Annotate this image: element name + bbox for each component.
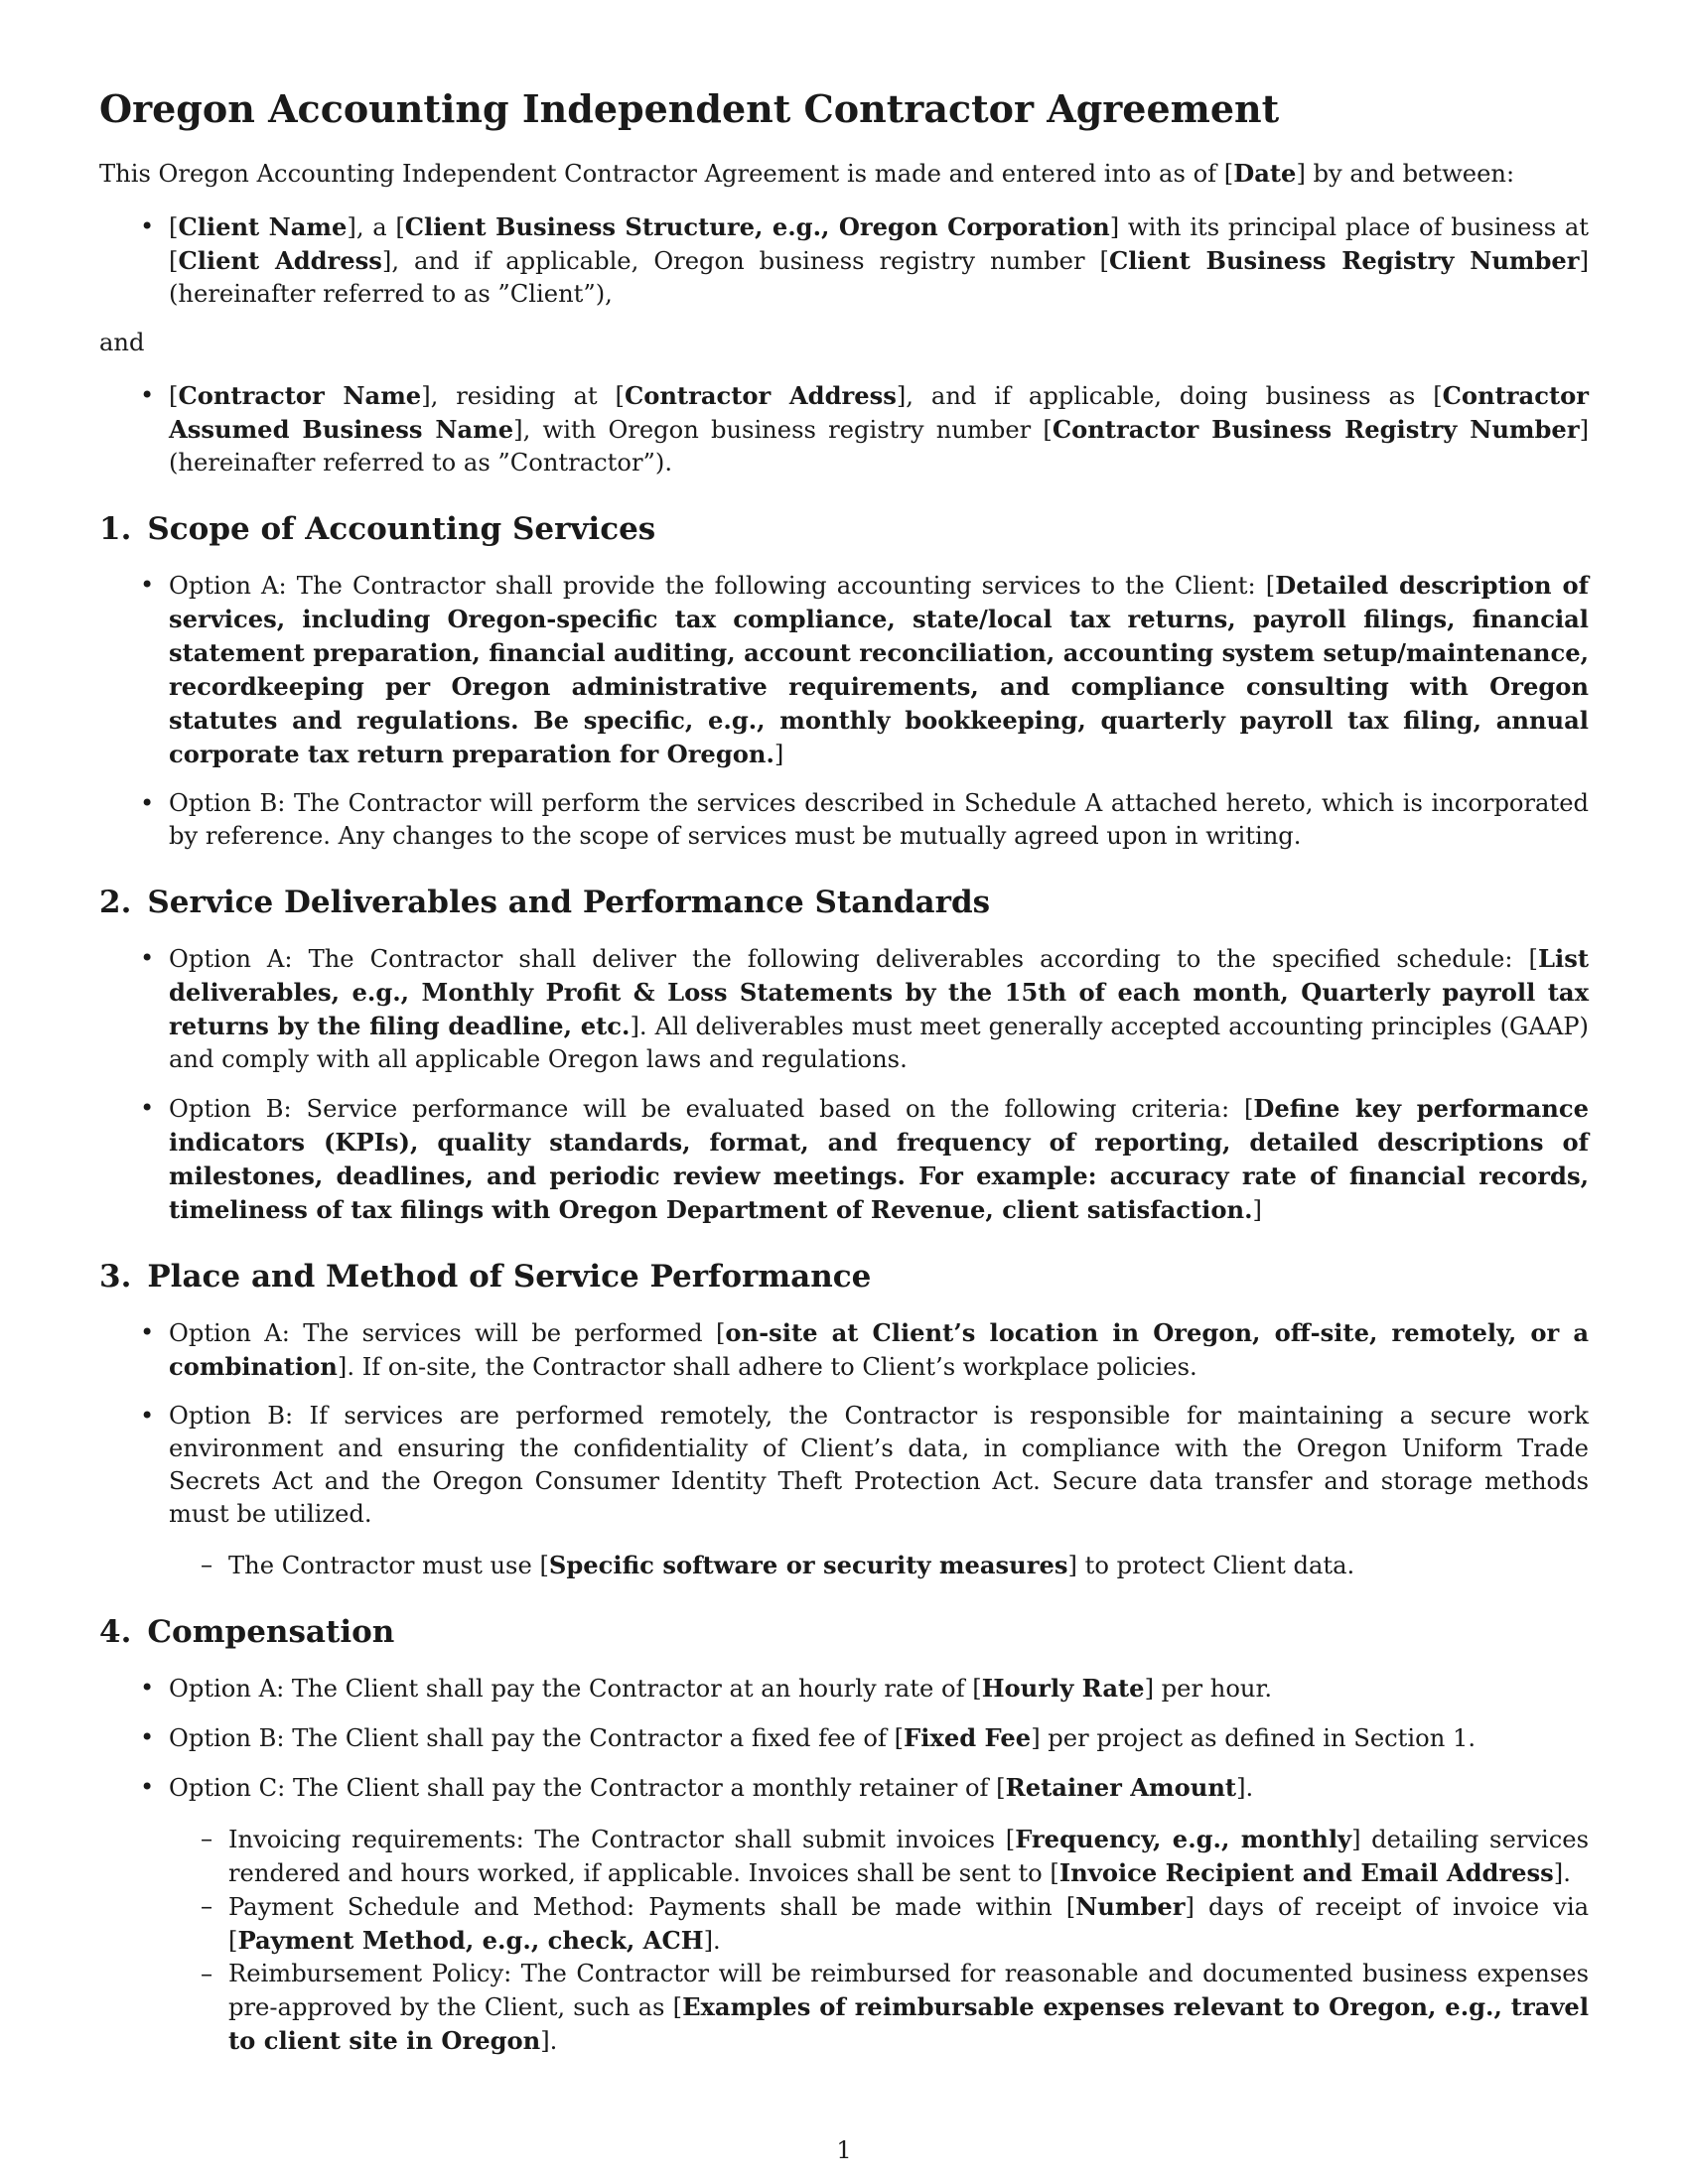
- contractor-name-placeholder: Contractor Name: [178, 381, 422, 410]
- reimbursement-policy-item: – Reimbursement Policy: The Contractor will be reimbursed for reasonable and documented business expenses pre-approved by the Client, such as [Examples of reimbursable expenses relevant to Oregon, e.g., travel to client site in Oregon].: [228, 1958, 1589, 2058]
- contractor-party-list: [99, 379, 1589, 479]
- client-structure-placeholder: Client Business Structure, e.g., Oregon Corporation: [404, 212, 1110, 241]
- client-name-placeholder: Client Name: [178, 212, 348, 241]
- page-number: 1: [836, 2136, 852, 2164]
- section-4-options: [99, 1672, 1589, 2058]
- document-page: [99, 85, 1589, 2074]
- intro-paragraph: This Oregon Accounting Independent Contractor Agreement is made and entered into as of [Date] by and between:: [99, 159, 1515, 188]
- contractor-assumed-name-placeholder: Contractor Assumed Business Name: [169, 381, 1589, 444]
- section-2-heading: 2. Service Deliverables and Performance Standards: [99, 885, 991, 920]
- and-connector: and: [99, 329, 145, 356]
- section-4-option-a: • Option A: The Client shall pay the Contractor at an hourly rate of [Hourly Rate] per hour.: [169, 1672, 1589, 1706]
- client-address-placeholder: Client Address: [178, 246, 382, 275]
- section-2-option-b: • Option B: Service performance will be evaluated based on the following criteria: [Define key performance indicators (KPIs), quality standards, format, and frequency of reporting, detailed descriptions of milestones, deadlines, and periodic review meetings. For example: accuracy rate of financial records, timeliness of tax filings with Oregon Department of Revenue, client satisfaction.]: [169, 1092, 1589, 1227]
- contractor-registry-placeholder: Contractor Business Registry Number: [1052, 415, 1580, 444]
- client-party-list: [99, 210, 1589, 311]
- document-title: Oregon Accounting Independent Contractor Agreement: [99, 86, 1280, 131]
- contractor-party-item: • [Contractor Name], residing at [Contractor Address], and if applicable, doing business as [Contractor Assumed Business Name], with Oregon business registry number [Contractor Business Registry Number] (hereinafter referred to as ”Contractor”).: [169, 379, 1589, 479]
- section-4-option-c: • Option C: The Client shall pay the Contractor a monthly retainer of [Retainer Amount]. – Invoicing requirements: The Contractor shall submit invoices [Frequency, e.g., monthly] detailing services rendered and hours worked, if applicable. Invoices shall be sent to [Invoice Recipient and Email Address]. – Payment Schedule and Method: Payments shall be made within [Number] days of receipt of invoice via [Payment Method, e.g., check, ACH]. – Reimbursement Policy: The Contractor will be reimbursed for reasonable and documented business expenses pre-approved by the Client, such as [Examples of reimbursable expenses relevant to Oregon, e.g., travel to client site in Oregon].: [169, 1771, 1589, 2058]
- section-3-option-b: • Option B: If services are performed remotely, the Contractor is responsible for maintaining a secure work environment and ensuring the confidentiality of Client’s data, in compliance with the Oregon Uniform Trade Secrets Act and the Oregon Consumer Identity Theft Protection Act. Secure data transfer and storage methods must be utilized. – The Contractor must use [Specific software or security measures] to protect Client data.: [169, 1400, 1589, 1582]
- section-3-sub-item: – The Contractor must use [Specific software or security measures] to protect Client data.: [228, 1549, 1589, 1582]
- section-1-options: [99, 569, 1589, 853]
- section-4-sub-list: [169, 1823, 1589, 2058]
- section-3-heading: 3. Place and Method of Service Performance: [99, 1259, 872, 1295]
- section-4-heading: 4. Compensation: [99, 1614, 395, 1650]
- payment-schedule-item: – Payment Schedule and Method: Payments shall be made within [Number] days of receipt of invoice via [Payment Method, e.g., check, ACH].: [228, 1890, 1589, 1958]
- section-2-option-a: • Option A: The Contractor shall deliver the following deliverables according to the specified schedule: [List deliverables, e.g., Monthly Profit & Loss Statements by the 15th of each month, Quarterly payroll tax returns by the filing deadline, etc.]. All deliverables must meet generally accepted accounting principles (GAAP) and comply with all applicable Oregon laws and regulations.: [169, 942, 1589, 1076]
- invoicing-requirements-item: – Invoicing requirements: The Contractor shall submit invoices [Frequency, e.g., monthly] detailing services rendered and hours worked, if applicable. Invoices shall be sent to [Invoice Recipient and Email Address].: [228, 1823, 1589, 1890]
- section-1-option-a: • Option A: The Contractor shall provide the following accounting services to the Client: [Detailed description of services, including Oregon-specific tax compliance, state/local tax returns, payroll filings, financial statement preparation, financial auditing, account reconciliation, accounting system setup/maintenance, recordkeeping per Oregon administrative requirements, and compliance consulting with Oregon statutes and regulations. Be specific, e.g., monthly bookkeeping, quarterly payroll tax filing, annual corporate tax return preparation for Oregon.]: [169, 569, 1589, 771]
- client-registry-placeholder: Client Business Registry Number: [1108, 246, 1580, 275]
- section-4-option-b: • Option B: The Client shall pay the Contractor a fixed fee of [Fixed Fee] per project as defined in Section 1.: [169, 1721, 1589, 1755]
- section-2-options: [99, 942, 1589, 1227]
- client-party-item: • [Client Name], a [Client Business Structure, e.g., Oregon Corporation] with its principal place of business at [Client Address], and if applicable, Oregon business registry number [Client Business Registry Number] (hereinafter referred to as ”Client”),: [169, 210, 1589, 311]
- section-3-options: [99, 1316, 1589, 1582]
- section-1-heading: 1. Scope of Accounting Services: [99, 511, 656, 547]
- date-placeholder: Date: [1233, 159, 1297, 188]
- section-1-option-b: • Option B: The Contractor will perform the services described in Schedule A attached hereto, which is incorporated by reference. Any changes to the scope of services must be mutually agreed upon in writing.: [169, 787, 1589, 853]
- section-3-sub-list: [169, 1549, 1589, 1582]
- contractor-address-placeholder: Contractor Address: [624, 381, 897, 410]
- section-3-option-a: • Option A: The services will be performed [on-site at Client’s location in Oregon, off-site, remotely, or a combination]. If on-site, the Contractor shall adhere to Client’s workplace policies.: [169, 1316, 1589, 1384]
